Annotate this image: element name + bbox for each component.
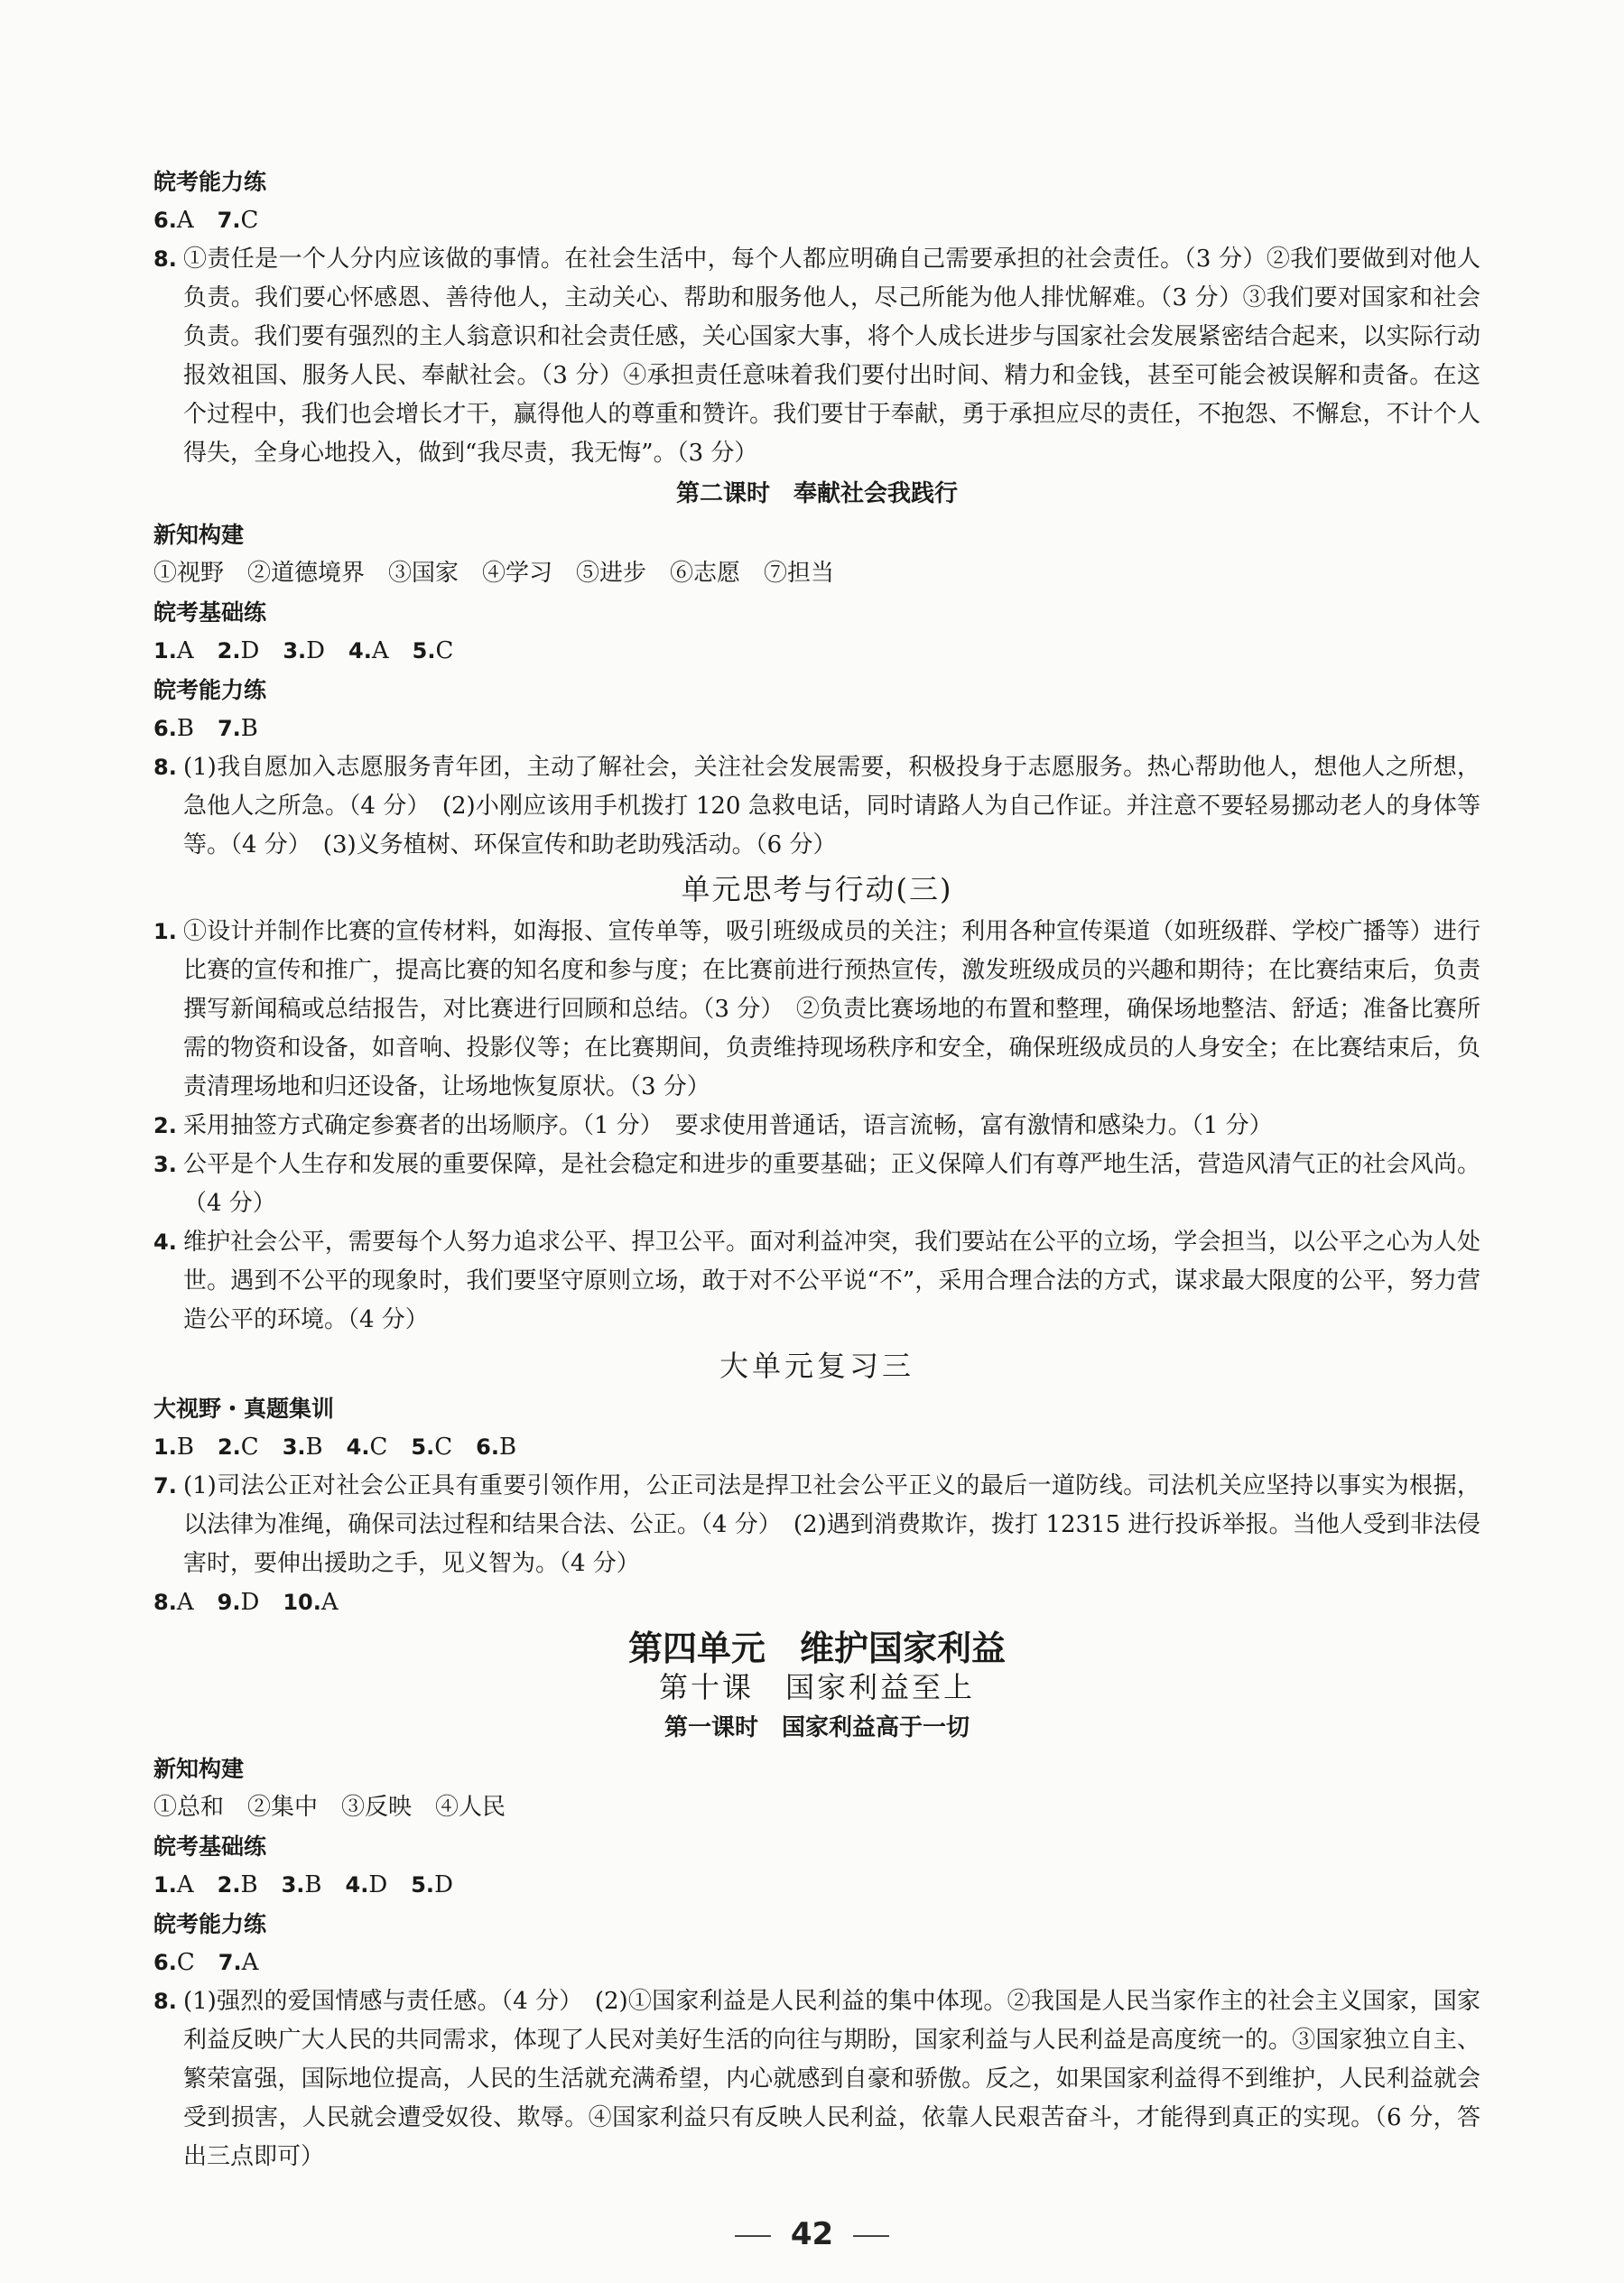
period-title: 第一课时 国家利益高于一切	[664, 1714, 970, 1741]
answer-row: 8.A 9.D 10.A	[153, 1589, 339, 1616]
period-title: 第二课时 奉献社会我践行	[675, 480, 958, 507]
section-heading: 皖考能力练	[153, 169, 267, 195]
answer-row: 1.A 2.D 3.D 4.A 5.C	[153, 637, 454, 664]
page-content	[153, 162, 1480, 2176]
section-heading: 皖考基础练	[153, 1833, 267, 1860]
answer-row: 6.C 7.A	[153, 1949, 259, 1976]
answer-row: 6.A 7.C	[153, 207, 259, 234]
question-8: 8. (1)强烈的爱国情感与责任感。（4 分） (2)①国家利益是人民利益的集中体现。②我国是人民当家作主的社会主义国家，国家利益反映广大人民的共同需求，体现了人民对美好生活的向往与期盼，国家利益与人民利益是高度统一的。③国家独立自主、繁荣富强，国际地位提高，人民的生活就充满希望，内心就感到自豪和骄傲。反之，如果国家利益得不到维护，人民利益就会受到损害，人民就会遭受奴役、欺辱。④国家利益只有反映人民利益，依靠人民艰苦奋斗，才能得到真正的实现。（6 分，答出三点即可）	[153, 1988, 1480, 2170]
section-heading: 皖考能力练	[153, 1911, 267, 1937]
page-number: 42	[0, 2216, 1624, 2252]
unit-title: 第四单元 维护国家利益	[627, 1629, 1006, 1668]
section-heading: 皖考基础练	[153, 599, 267, 626]
answer-row: 6.B 7.B	[153, 715, 258, 742]
unit-think-title: 单元思考与行动(三)	[681, 872, 953, 906]
section-heading: 大视野・真题集训	[153, 1396, 335, 1422]
review-title: 大单元复习三	[719, 1349, 914, 1383]
question-1: 1. ①设计并制作比赛的宣传材料，如海报、宣传单等，吸引班级成员的关注；利用各种宣传渠道（如班级群、学校广播等）进行比赛的宣传和推广，提高比赛的知名度和参与度；在比赛前进行预热宣传，激发班级成员的兴趣和期待；在比赛结束后，负责撰写新闻稿或总结报告，对比赛进行回顾和总结。（3 分） ②负责比赛场地的布置和整理，确保场地整洁、舒适；准备比赛所需的物资和设备，如音响、投影仪等；在比赛期间，负责维持现场秩序和安全，确保班级成员的人身安全；在比赛结束后，负责清理场地和归还设备，让场地恢复原状。（3 分）	[153, 918, 1480, 1100]
knowledge-line: ①视野 ②道德境界 ③国家 ④学习 ⑤进步 ⑥志愿 ⑦担当	[153, 560, 835, 587]
answer-row: 1.B 2.C 3.B 4.C 5.C 6.B	[153, 1434, 517, 1461]
section-heading: 新知构建	[153, 522, 245, 548]
question-8: 8. (1)我自愿加入志愿服务青年团，主动了解社会，关注社会发展需要，积极投身于志愿服务。热心帮助他人，想他人之所想，急他人之所急。（4 分） (2)小刚应该用手机拨打 120 急救电话，同时请路人为自己作证。并注意不要轻易挪动老人的身体等等。（4 分） (3)义务植树、环保宣传和助老助残活动。（6 分）	[153, 754, 1480, 858]
section-heading: 新知构建	[153, 1756, 245, 1782]
knowledge-line: ①总和 ②集中 ③反映 ④人民	[153, 1794, 506, 1821]
question-3: 3. 公平是个人生存和发展的重要保障，是社会稳定和进步的重要基础；正义保障人们有尊严地生活，营造风清气正的社会风尚。（4 分）	[153, 1151, 1480, 1217]
lesson-title: 第十课 国家利益至上	[658, 1670, 975, 1704]
question-8: 8. ①责任是一个人分内应该做的事情。在社会生活中，每个人都应明确自己需要承担的社会责任。（3 分）②我们要做到对他人负责。我们要心怀感恩、善待他人，主动关心、帮助和服务他人，尽己所能为他人排忧解难。（3 分）③我们要对国家和社会负责。我们要有强烈的主人翁意识和社会责任感，关心国家大事，将个人成长进步与国家社会发展紧密结合起来，以实际行动报效祖国、服务人民、奉献社会。（3 分）④承担责任意味着我们要付出时间、精力和金钱，甚至可能会被误解和责备。在这个过程中，我们也会增长才干，赢得他人的尊重和赞许。我们要甘于奉献，勇于承担应尽的责任，不抱怨、不懈怠，不计个人得失，全身心地投入，做到“我尽责，我无悔”。（3 分）	[153, 246, 1480, 467]
question-7: 7. (1)司法公正对社会公正具有重要引领作用，公正司法是捍卫社会公平正义的最后一道防线。司法机关应坚持以事实为根据，以法律为准绳，确保司法过程和结果合法、公正。（4 分） (2)遇到消费欺诈，拨打 12315 进行投诉举报。当他人受到非法侵害时，要伸出援助之手，见义智为。（4 分）	[153, 1472, 1480, 1577]
section-heading: 皖考能力练	[153, 677, 267, 703]
question-2: 2. 采用抽签方式确定参赛者的出场顺序。（1 分） 要求使用普通话，语言流畅，富有激情和感染力。（1 分）	[153, 1112, 1273, 1139]
answer-row: 1.A 2.B 3.B 4.D 5.D	[153, 1871, 453, 1898]
question-4: 4. 维护社会公平，需要每个人努力追求公平、捍卫公平。面对利益冲突，我们要站在公平的立场，学会担当，以公平之心为人处世。遇到不公平的现象时，我们要坚守原则立场，敢于对不公平说“不”，采用合理合法的方式，谋求最大限度的公平，努力营造公平的环境。（4 分）	[153, 1229, 1480, 1333]
